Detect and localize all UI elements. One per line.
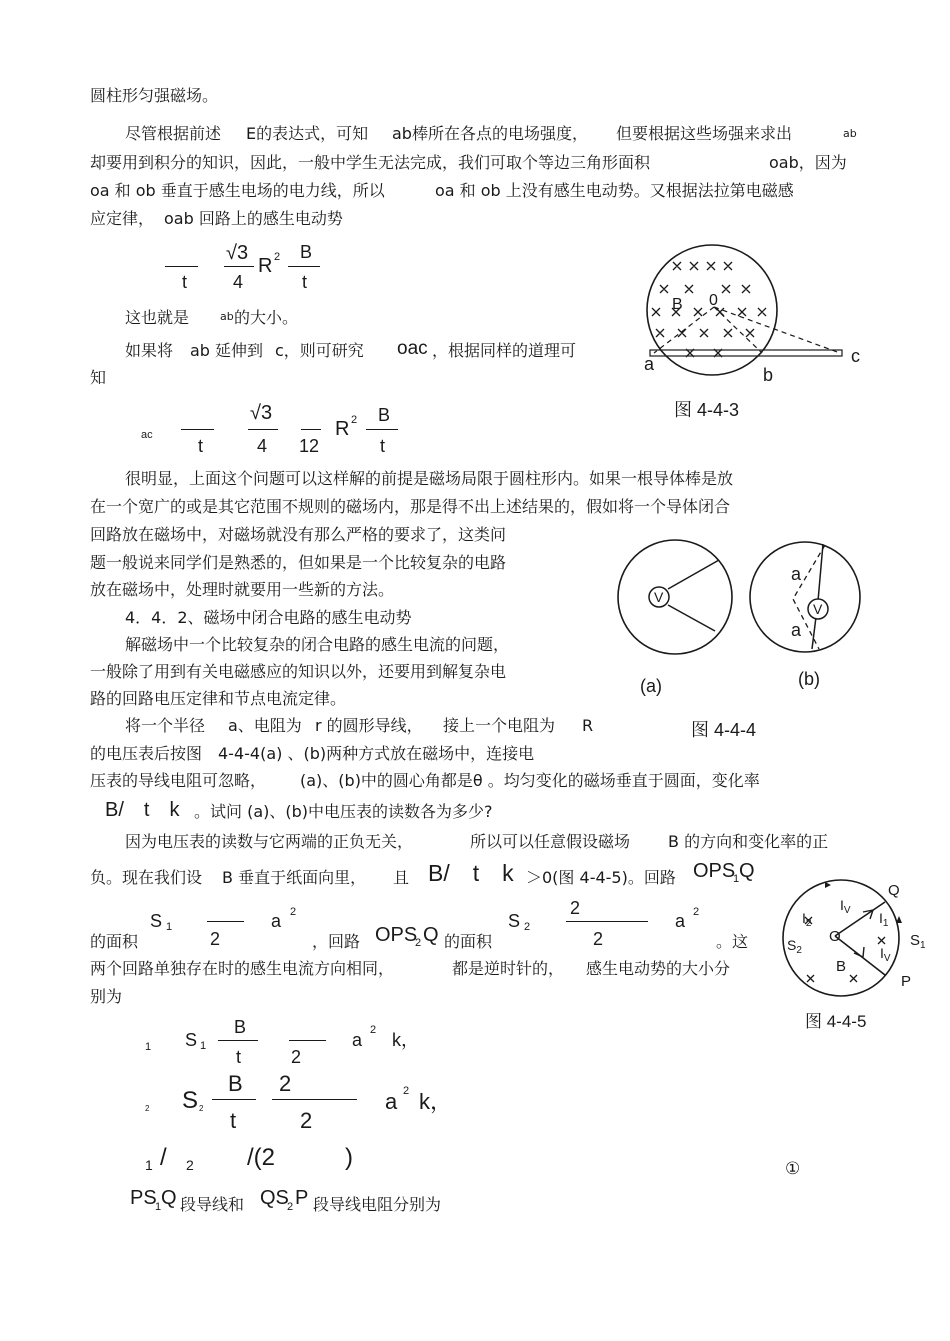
fraction-bar: [289, 1040, 326, 1041]
text-line: ab棒所在各点的电场强度，: [392, 124, 588, 143]
text-line: 压表的导线电阻可忽略，: [90, 771, 267, 790]
label-O: 0: [709, 292, 718, 309]
label-S1: $S_1$: [910, 932, 926, 951]
eq-denominator: 2: [300, 1108, 313, 1133]
text-line: 段导线电阻分别为: [313, 1195, 442, 1214]
text-line: ，回路: [312, 932, 361, 951]
eq-denominator: 2: [593, 929, 604, 949]
fraction-bar: [207, 921, 244, 922]
text-line: c，则可研究: [275, 341, 364, 360]
text-line: 路的回路电压定律和节点电流定律。: [90, 689, 347, 708]
label-B: B: [836, 958, 847, 975]
text-line: 负。现在我们设: [90, 868, 203, 887]
text-line: 但要根据这些场强来求出: [616, 124, 793, 143]
figure-caption: 图 4-4-5: [805, 1012, 867, 1031]
label-b: b: [763, 365, 774, 385]
eq-symbol: a: [385, 1089, 398, 1114]
text-line: 的面积: [90, 932, 139, 951]
field-cross-marks: [652, 262, 766, 357]
subscript: 2: [199, 1104, 204, 1113]
eq-symbol: S: [185, 1030, 198, 1050]
eq-denominator: t: [302, 272, 308, 292]
text-line: 知: [90, 368, 107, 387]
figure-caption: 图 4-4-4: [691, 720, 757, 740]
label-P: P: [901, 973, 912, 990]
subscript: ab: [843, 127, 857, 140]
text-line: 。这: [716, 932, 749, 951]
label-O: O: [829, 928, 841, 945]
eq-symbol: a: [352, 1030, 363, 1050]
eq-numerator: B: [300, 242, 313, 262]
figure-4-4-5: [770, 875, 930, 1035]
text-line: B 垂直于纸面向里，: [222, 868, 367, 887]
text-line: r 的圆形导线，: [315, 716, 423, 735]
text-line: 很明显，上面这个问题可以这样解的前提是磁场局限于圆柱形内。如果一根导体棒是放: [125, 469, 734, 488]
fraction-bar: [224, 266, 254, 267]
eq-inline: PS: [130, 1187, 157, 1209]
label-Q: Q: [888, 882, 900, 899]
subscript: 1: [166, 921, 173, 933]
circuit-b-wire: [812, 544, 823, 649]
section-heading: 4．4．2、磁场中闭合电路的感生电动势: [125, 608, 412, 627]
eq-symbol: /(2: [247, 1144, 276, 1171]
text-line: 别为: [90, 987, 123, 1006]
text-line: 在一个宽广的或是其它范围不规则的磁场内，那是得不出上述结果的，假如将一个导体闭合: [90, 497, 731, 516]
eq-exponent: 2: [351, 414, 358, 426]
eq-inline: Q: [423, 924, 439, 946]
label-c: c: [851, 346, 860, 366]
label-a: a: [644, 354, 655, 374]
fraction-bar: [366, 429, 398, 430]
text-line: oac: [397, 338, 428, 359]
text-line: 段导线和: [180, 1195, 245, 1214]
fraction-bar: [248, 429, 278, 430]
eq-exponent: 2: [403, 1085, 410, 1097]
text-line: oa 和 ob 上没有感生电动势。又根据法拉第电磁感: [435, 181, 794, 200]
text-line: 尽管根据前述: [125, 124, 222, 143]
voltmeter-a-label: V: [654, 589, 664, 605]
eq-inline: QS: [260, 1187, 289, 1209]
eq-label: 1: [145, 1157, 153, 1173]
label-I1: $I_1$: [879, 910, 889, 929]
eq-inline: OPS: [693, 860, 736, 882]
eq-inline: B/ t k: [105, 799, 180, 821]
eq-inline: Q: [739, 860, 755, 882]
text-line: 将一个半径: [125, 716, 206, 735]
eq-denominator: 4: [233, 272, 244, 292]
text-line: 题一般说来同学们是熟悉的，但如果是一个比较复杂的电路: [90, 553, 507, 572]
eq-denominator: 2: [210, 929, 221, 949]
circuit-a-loop: [618, 540, 732, 654]
eq-denominator: t: [236, 1047, 242, 1067]
label-I2: $I_2$: [802, 910, 812, 929]
label-a-bottom: a: [791, 620, 802, 640]
text-line: 的电压表后按图 4-4-4(a) 、(b)两种方式放在磁场中，连接电: [90, 744, 535, 763]
text-line: R: [582, 716, 594, 735]
eq-symbol: k，: [392, 1030, 419, 1050]
eq-inline: P: [295, 1187, 309, 1209]
text-line: a、电阻为: [228, 716, 302, 735]
text-line: 一般除了用到有关电磁感应的知识以外，还要用到解复杂电: [90, 662, 507, 681]
text-line: ，根据同样的道理可: [432, 341, 577, 360]
eq-denominator: 12: [299, 436, 320, 456]
text-line: 圆柱形匀强磁场。: [90, 86, 219, 105]
text-line: 却要用到积分的知识，因此，一般中学生无法完成，我们可取个等边三角形面积: [90, 153, 651, 172]
circuit-b-loop: [750, 542, 860, 652]
label-Iv2: $I_V$: [880, 945, 891, 964]
fraction-bar: [165, 266, 198, 267]
figure-4-4-3: [630, 245, 870, 435]
eq-symbol: R: [335, 418, 350, 440]
text-line: 。试问 (a)、(b)中电压表的读数各为多少?: [194, 802, 493, 821]
text-line: 两个回路单独存在时的感生电流方向相同，: [90, 959, 395, 978]
text-line: 如果将: [125, 341, 174, 360]
label-a-top: a: [791, 564, 802, 584]
eq-symbol: S: [150, 911, 163, 931]
eq-inline: Q: [161, 1187, 177, 1209]
text-line: 感生电动势的大小分: [586, 959, 731, 978]
text-line: 放在磁场中，处理时就要用一些新的方法。: [90, 580, 395, 599]
eq-denominator: t: [230, 1108, 237, 1133]
eq-symbol: R: [258, 255, 273, 277]
fraction-bar: [566, 921, 648, 922]
eq-exponent: 2: [290, 906, 297, 918]
eq-symbol: /: [160, 1144, 167, 1171]
subscript: 2: [524, 921, 531, 933]
eq-label: 2: [186, 1157, 194, 1173]
equation-number: ①: [785, 1159, 801, 1179]
subscript: ab: [220, 310, 234, 323]
eq-exponent: 2: [693, 906, 700, 918]
label-S2: $S_2$: [787, 937, 802, 956]
fraction-bar: [272, 1099, 357, 1100]
text-line: ab 延伸到: [190, 341, 264, 360]
figure-4-4-4: [605, 535, 875, 745]
label-b-caption: (b): [798, 669, 820, 689]
fraction-bar: [181, 429, 214, 430]
eq-numerator: B: [378, 405, 391, 425]
text-line: 都是逆时针的，: [452, 959, 565, 978]
eq-symbol: a: [271, 911, 282, 931]
subscript: 1: [733, 873, 740, 885]
eq-denominator: 2: [291, 1047, 302, 1067]
text-line: 的面积: [444, 932, 493, 951]
text-line: E的表达式，可知: [246, 124, 369, 143]
eq-numerator: B: [228, 1071, 243, 1096]
subscript: 1: [155, 1201, 162, 1213]
text-line: 的大小。: [234, 308, 299, 327]
voltmeter-b-label: V: [813, 601, 823, 617]
text-line: 应定律，: [90, 209, 155, 228]
fraction-bar: [218, 1040, 258, 1041]
text-line: 所以可以任意假设磁场: [470, 832, 631, 851]
eq-exponent: 2: [274, 251, 281, 263]
eq-denominator: t: [380, 436, 386, 456]
label-a-caption: (a): [640, 676, 662, 696]
subscript: ac: [141, 429, 153, 441]
eq-numerator: 2: [570, 898, 581, 918]
eq-denominator: t: [182, 272, 188, 292]
fraction-bar: [301, 429, 321, 430]
eq-sqrt: √3: [250, 402, 273, 424]
figure-caption: 图 4-4-3: [674, 400, 740, 420]
eq-inline: B/ t k: [428, 860, 514, 886]
label-Iv: $I_V$: [840, 897, 851, 916]
eq-denominator: t: [198, 436, 204, 456]
eq-label: 1: [145, 1041, 152, 1053]
eq-inline: OPS: [375, 924, 418, 946]
eq-symbol: S: [508, 911, 521, 931]
eq-symbol: S: [182, 1087, 199, 1114]
fraction-bar: [212, 1099, 256, 1100]
text-line: B 的方向和变化率的正: [668, 832, 829, 851]
conductor-rod: [650, 350, 842, 356]
text-line: (a)、(b)中的圆心角都是θ 。均匀变化的磁场垂直于圆面，变化率: [300, 771, 760, 790]
text-line: oab 回路上的感生电动势: [164, 209, 343, 228]
text-line: 解磁场中一个比较复杂的闭合电路的感生电流的问题，: [125, 635, 510, 654]
fraction-bar: [288, 266, 320, 267]
text-line: 接上一个电阻为: [443, 716, 556, 735]
eq-exponent: 2: [370, 1024, 377, 1036]
subscript: 1: [200, 1040, 207, 1052]
eq-sqrt: √3: [226, 242, 249, 264]
text-line: oab，因为: [769, 153, 847, 172]
circuit-a-wires: [668, 560, 719, 631]
label-B: B: [672, 296, 683, 313]
subscript: 2: [287, 1201, 294, 1213]
text-line: 且: [393, 868, 410, 887]
text-line: oa 和 ob 垂直于感生电场的电力线，所以: [90, 181, 385, 200]
eq-symbol: k，: [419, 1089, 453, 1114]
eq-symbol: ): [345, 1144, 353, 1171]
text-line: 这也就是: [125, 308, 190, 327]
text-line: 因为电压表的读数与它两端的正负无关，: [125, 832, 414, 851]
eq-numerator: 2: [279, 1071, 292, 1096]
subscript: 2: [415, 937, 422, 949]
eq-denominator: 4: [257, 436, 268, 456]
eq-symbol: a: [675, 911, 686, 931]
text-line: ＞0(图 4-4-5)。回路: [526, 868, 676, 887]
eq-label: 2: [145, 1104, 150, 1113]
text-line: 回路放在磁场中，对磁场就没有那么严格的要求了，这类问: [90, 525, 507, 544]
eq-numerator: B: [234, 1017, 247, 1037]
